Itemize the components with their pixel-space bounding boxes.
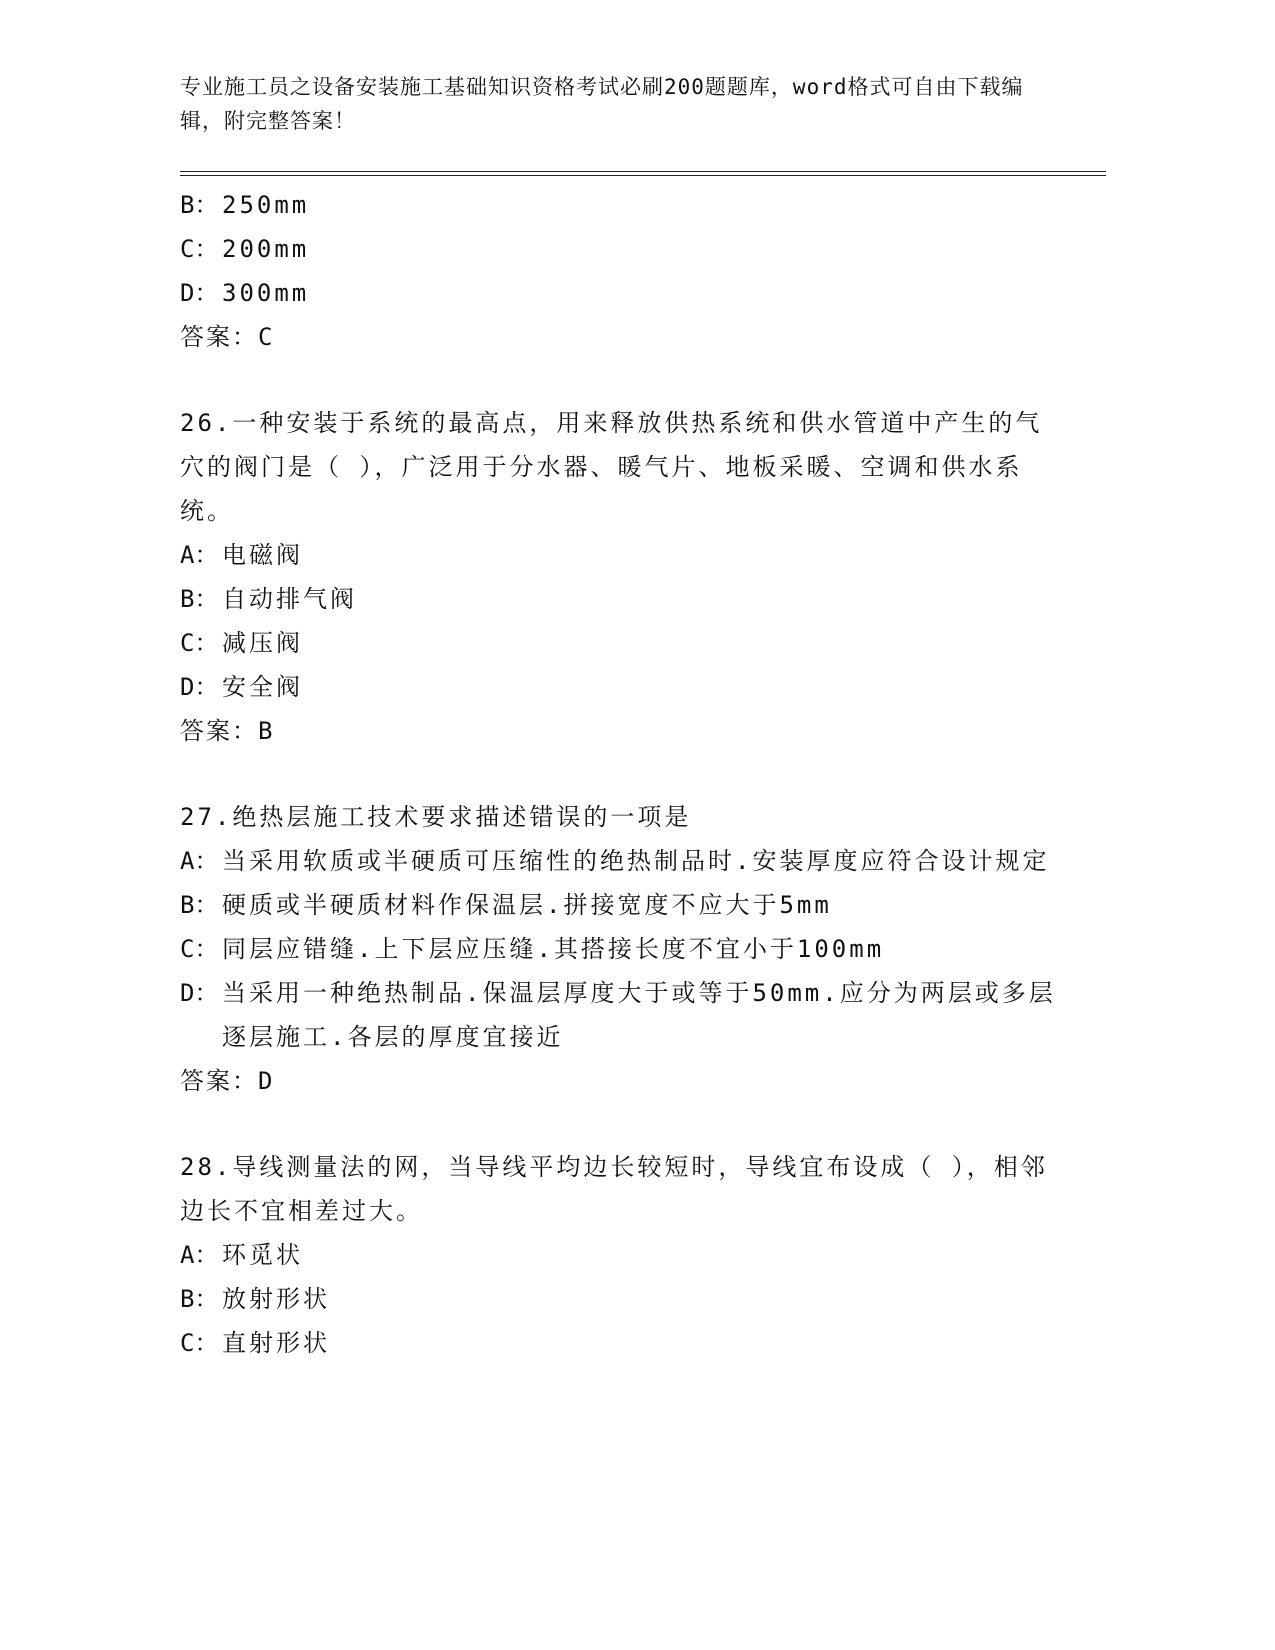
answer-value: D <box>258 1067 273 1095</box>
option-d <box>180 971 1060 1059</box>
option-text: 300mm <box>222 279 310 307</box>
option-letter: B： <box>180 891 219 919</box>
option-text: 同层应错缝.上下层应压缝.其搭接长度不宜小于100mm <box>222 935 885 963</box>
page-header-title: 专业施工员之设备安装施工基础知识资格考试必刷200题题库，word格式可自由下载编辑，附完整答案！ <box>180 75 1024 133</box>
option-text: 电磁阀 <box>222 541 303 569</box>
option-b <box>180 1277 1060 1321</box>
answer-label: 答案： <box>180 1067 258 1095</box>
option-letter: A： <box>180 847 219 875</box>
option-letter: C： <box>180 235 219 263</box>
option-c <box>180 1321 1060 1365</box>
option-b <box>180 183 1060 227</box>
option-text: 直射形状 <box>222 1329 330 1357</box>
option-text: 硬质或半硬质材料作保温层.拼接宽度不应大于5mm <box>222 891 832 919</box>
option-letter: C： <box>180 935 219 963</box>
option-text: 放射形状 <box>222 1285 330 1313</box>
option-c <box>180 227 1060 271</box>
answer-line <box>180 709 1060 753</box>
option-text: 200mm <box>222 235 310 263</box>
answer-line <box>180 1059 1060 1103</box>
option-letter: D： <box>180 279 219 307</box>
option-letter: A： <box>180 541 219 569</box>
option-b <box>180 577 1060 621</box>
option-text: 安全阀 <box>222 673 303 701</box>
option-text: 当采用一种绝热制品.保温层厚度大于或等于50mm.应分为两层或多层逐层施工.各层的厚度宜接近 <box>222 979 1056 1051</box>
question-27 <box>180 795 1060 1103</box>
question-28 <box>180 1145 1060 1365</box>
option-text: 250mm <box>222 191 310 219</box>
answer-label: 答案： <box>180 323 258 351</box>
question-26 <box>180 401 1060 753</box>
question-text: 28.导线测量法的网，当导线平均边长较短时，导线宜布设成（ ），相邻边长不宜相差过大。 <box>180 1153 1048 1225</box>
header-divider-bottom <box>180 175 1106 176</box>
continued-question <box>180 183 1060 359</box>
question-text: 26.一种安装于系统的最高点，用来释放供热系统和供水管道中产生的气穴的阀门是（ ），广泛用于分水器、暖气片、地板采暖、空调和供水系统。 <box>180 409 1043 525</box>
option-d <box>180 665 1060 709</box>
option-letter: A： <box>180 1241 219 1269</box>
option-letter: C： <box>180 629 219 657</box>
option-letter: C： <box>180 1329 219 1357</box>
option-letter: B： <box>180 191 219 219</box>
option-c <box>180 927 1060 971</box>
answer-value: C <box>258 323 273 351</box>
answer-value: B <box>258 717 273 745</box>
option-a <box>180 1233 1060 1277</box>
option-a <box>180 839 1060 883</box>
option-letter: B： <box>180 1285 219 1313</box>
option-a <box>180 533 1060 577</box>
question-text: 27.绝热层施工技术要求描述错误的一项是 <box>180 803 692 831</box>
option-letter: D： <box>180 673 219 701</box>
option-text: 自动排气阀 <box>222 585 357 613</box>
option-text: 减压阀 <box>222 629 303 657</box>
option-text: 当采用软质或半硬质可压缩性的绝热制品时.安装厚度应符合设计规定 <box>222 847 1050 875</box>
option-letter: B： <box>180 585 219 613</box>
answer-label: 答案： <box>180 717 258 745</box>
option-b <box>180 883 1060 927</box>
document-body <box>180 183 1060 1365</box>
header-divider-top <box>180 171 1106 172</box>
answer-line <box>180 315 1060 359</box>
option-d <box>180 271 1060 315</box>
option-c <box>180 621 1060 665</box>
option-text: 环觅状 <box>222 1241 303 1269</box>
option-letter: D： <box>180 979 219 1007</box>
